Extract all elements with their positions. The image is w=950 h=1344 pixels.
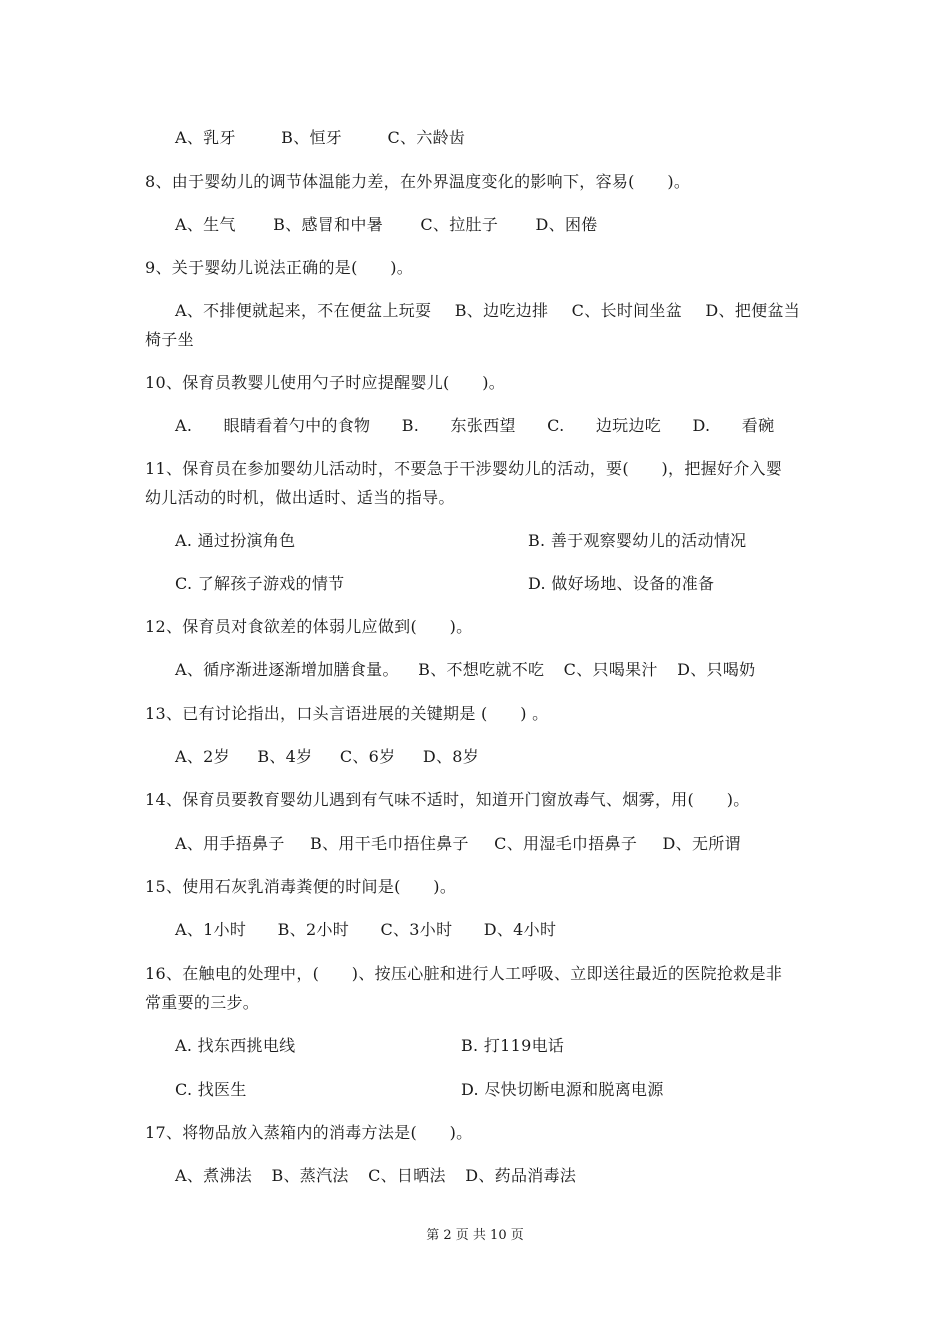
q16-stem-line1: 16、在触电的处理中，( )、按压心脏和进行人工呼吸、立即送往最近的医院抢救是非 [145, 964, 783, 983]
q17-options-text: A、煮沸法 B、蒸汽法 C、日晒法 D、药品消毒法 [175, 1166, 577, 1185]
q8-options-text: A、生气 B、感冒和中暑 C、拉肚子 D、困倦 [175, 215, 598, 234]
q12-options [175, 660, 755, 680]
q8-stem: 8、由于婴幼儿的调节体温能力差，在外界温度变化的影响下，容易( )。 [145, 172, 691, 191]
q15-options-text: A、1小时 B、2小时 C、3小时 D、4小时 [175, 920, 557, 939]
q16-option-b: B. 打119电话 [461, 1036, 565, 1055]
q11-option-c: C. 了解孩子游戏的情节 [175, 574, 345, 593]
q14-stem: 14、保育员要教育婴幼儿遇到有气味不适时，知道开门窗放毒气、烟雾，用( )。 [145, 790, 750, 809]
q9-options-line1 [175, 301, 800, 321]
q16-stem-line2: 常重要的三步。 [145, 993, 260, 1012]
q16-option-a: A. 找东西挑电线 [175, 1036, 296, 1055]
q7-options [175, 128, 465, 148]
q8-options [175, 215, 598, 235]
q13-stem: 13、已有讨论指出，口头言语进展的关键期是 ( ) 。 [145, 704, 549, 723]
q16-option-c: C. 找医生 [175, 1080, 247, 1099]
q10-options [175, 416, 774, 436]
page-number-footer: 第 2 页 共 10 页 [426, 1228, 524, 1243]
q17-options [175, 1166, 576, 1186]
q9-options-line1-text: A、不排便就起来，不在便盆上玩耍 B、边吃边排 C、长时间坐盆 D、把便盆当 [175, 301, 801, 320]
q10-stem: 10、保育员教婴儿使用勺子时应提醒婴儿( )。 [145, 373, 506, 392]
q9-stem: 9、关于婴幼儿说法正确的是( )。 [145, 258, 414, 277]
q11-option-b: B. 善于观察婴幼儿的活动情况 [528, 531, 747, 550]
q15-stem: 15、使用石灰乳消毒粪便的时间是( )。 [145, 877, 457, 896]
q13-options-text: A、2岁 B、4岁 C、6岁 D、8岁 [175, 747, 480, 766]
q16-option-d: D. 尽快切断电源和脱离电源 [461, 1080, 664, 1099]
q15-options [175, 920, 556, 940]
q11-stem-line1: 11、保育员在参加婴幼儿活动时，不要急于干涉婴幼儿的活动，要( )，把握好介入婴 [145, 459, 783, 478]
q14-options-text: A、用手捂鼻子 B、用干毛巾捂住鼻子 C、用湿毛巾捂鼻子 D、无所谓 [175, 834, 741, 853]
q13-options [175, 747, 479, 767]
q7-options-text: A、乳牙 B、恒牙 C、六龄齿 [175, 128, 466, 147]
q11-stem-line2: 幼儿活动的时机，做出适时、适当的指导。 [145, 488, 455, 507]
q14-options [175, 834, 741, 854]
q10-options-text: A. 眼睛看着勺中的食物 B. 东张西望 C. 边玩边吃 D. 看碗 [175, 416, 775, 435]
q12-options-text: A、循序渐进逐渐增加膳食量。 B、不想吃就不吃 C、只喝果汁 D、只喝奶 [175, 660, 756, 679]
q11-option-d: D. 做好场地、设备的准备 [528, 574, 715, 593]
q12-stem: 12、保育员对食欲差的体弱儿应做到( )。 [145, 617, 473, 636]
q17-stem: 17、将物品放入蒸箱内的消毒方法是( )。 [145, 1123, 473, 1142]
q11-option-a: A. 通过扮演角色 [175, 531, 296, 550]
q9-options-line2: 椅子坐 [145, 330, 194, 349]
